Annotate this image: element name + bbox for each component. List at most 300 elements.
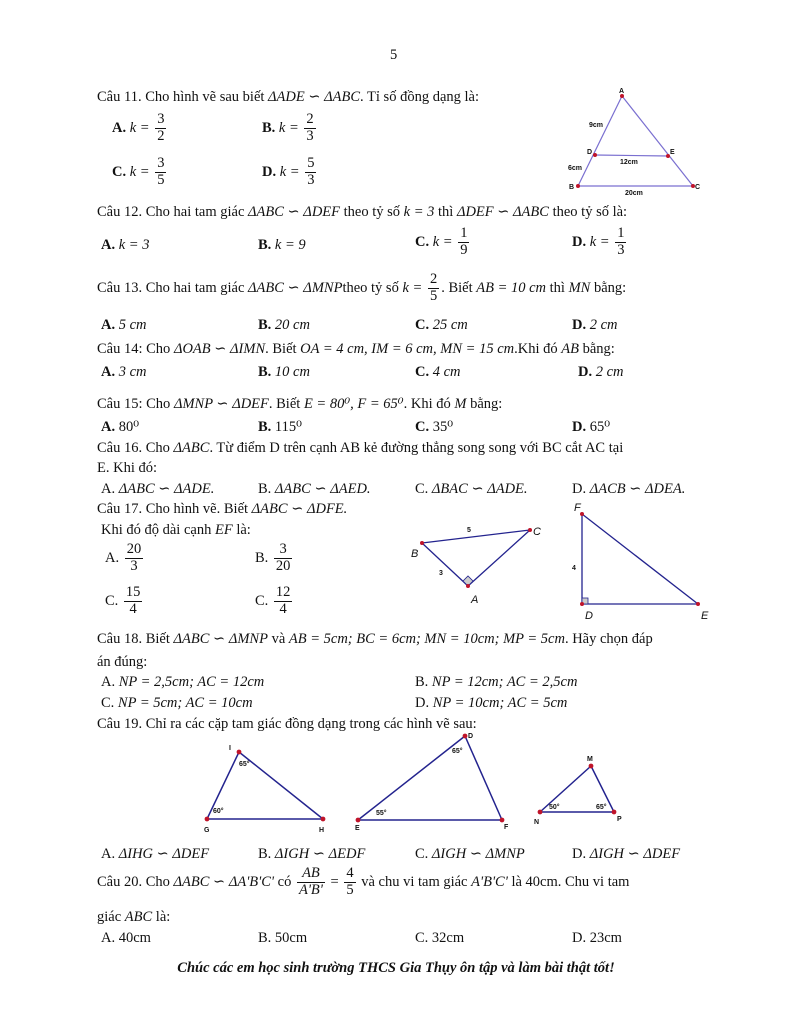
q15-option-a[interactable] [101, 419, 139, 436]
q11-option-a[interactable] [112, 112, 168, 145]
q11-option-c[interactable] [112, 156, 168, 189]
option-value: 50cm [274, 930, 308, 946]
q11-stem [97, 89, 479, 106]
q16-option-b[interactable] [258, 481, 371, 498]
q18-math2: AB = 5cm; BC = 6cm; MN = 10cm; MP = 5cm [288, 631, 565, 647]
q13-option-b[interactable] [258, 317, 310, 334]
option-letter: C. [415, 846, 429, 862]
option-value: ΔIHG ∽ ΔDEF [118, 846, 210, 862]
option-value: ΔIGH ∽ ΔDEF [589, 846, 681, 862]
numerator: 20 [126, 541, 142, 557]
option-value: k = 9 [274, 237, 306, 253]
option-value: 20 cm [274, 317, 310, 333]
denominator: 20 [275, 557, 291, 574]
q17-text1: Cho hình vẽ. Biết [145, 501, 249, 517]
q16-option-d[interactable] [572, 481, 685, 498]
point-n [538, 810, 543, 815]
option-lhs: k = [278, 119, 299, 136]
q13-math3: MN [568, 279, 591, 296]
option-letter: B. [258, 481, 272, 497]
q15-math1: ΔMNP ∽ ΔDEF [173, 396, 269, 412]
option-letter: A. [101, 364, 116, 380]
option-lhs: k = [279, 163, 300, 180]
q17-figure-dfe [565, 500, 715, 625]
q18-option-c[interactable] [101, 695, 253, 712]
point-d [593, 153, 597, 157]
q12-label: Câu 12. [97, 204, 143, 220]
option-letter: A. [101, 846, 116, 862]
label-db: 6cm [568, 165, 583, 172]
q20-math1: ΔABC ∽ ΔA'B'C' [173, 873, 275, 890]
numerator: 3 [157, 155, 165, 171]
option-value: 4 cm [432, 364, 461, 380]
label-m: M [587, 756, 593, 763]
denominator: 5 [157, 171, 165, 188]
option-letter: C. [415, 317, 430, 333]
segment-fe [582, 514, 698, 604]
q18-text2: và [271, 631, 286, 647]
q14-math2: OA = 4 cm, IM = 6 cm, MN = 15 cm [300, 341, 515, 357]
numerator: 3 [157, 111, 165, 127]
option-value: NP = 5cm; AC = 10cm [117, 695, 253, 711]
segment-ba [422, 543, 468, 586]
q12-option-d[interactable] [572, 226, 628, 259]
option-value: 35⁰ [432, 419, 454, 435]
q19-option-a[interactable] [101, 846, 209, 863]
q13-stem [97, 272, 626, 305]
option-value: NP = 12cm; AC = 2,5cm [431, 674, 578, 690]
option-letter: C. [255, 592, 269, 609]
q14-text3: .Khi đó [514, 341, 558, 357]
label-h: H [319, 827, 325, 834]
denominator: 2 [157, 127, 165, 144]
q18-option-b[interactable] [415, 674, 577, 691]
numerator: 2 [429, 271, 438, 287]
q13-text3: . Biết [441, 279, 473, 296]
q20-option-d[interactable] [572, 930, 622, 947]
label-c: C [533, 526, 541, 538]
option-letter: A. [112, 119, 127, 136]
segment-bc [422, 530, 530, 543]
q20-label: Câu 20. [97, 873, 143, 890]
q14-option-a[interactable] [101, 364, 147, 381]
q17-option-d[interactable] [255, 585, 294, 618]
option-letter: D. [572, 481, 587, 497]
q15-option-c[interactable] [415, 419, 453, 436]
q15-text3: . Khi đó [403, 396, 451, 412]
option-letter: D. [572, 846, 587, 862]
q11-tail: . Tỉ số đồng dạng là: [360, 89, 479, 105]
q20-eq: = [330, 873, 339, 890]
q20-option-a[interactable] [101, 930, 151, 947]
fraction [305, 156, 316, 189]
segment-ac [622, 96, 693, 186]
q18-line2: án đúng: [97, 654, 148, 670]
point-m [589, 764, 594, 769]
q20-text4: là 40cm. Chu vi tam [511, 873, 630, 890]
q20-math3: ABC [124, 909, 153, 925]
fraction [428, 272, 439, 305]
numerator: 3 [274, 542, 293, 559]
q15-text4: bằng: [470, 396, 503, 412]
label-g: G [204, 827, 210, 834]
option-value: 32cm [431, 930, 465, 946]
option-value: ΔIGH ∽ ΔEDF [274, 846, 366, 862]
denominator: A'B' [298, 881, 323, 898]
q12-text1: Cho hai tam giác [145, 204, 245, 220]
q16-text1: Cho [145, 440, 170, 456]
numerator: 2 [306, 111, 314, 127]
q16-math1: ΔABC [173, 440, 210, 456]
numerator: 1 [460, 225, 468, 241]
option-letter: B. [258, 317, 272, 333]
option-value: 65⁰ [589, 419, 611, 435]
point-g [205, 817, 210, 822]
segment-de [358, 736, 465, 820]
q19-label: Câu 19. [97, 716, 143, 732]
q18-text1: Biết [145, 631, 170, 647]
point-a [466, 584, 470, 588]
q14-text4: bằng: [582, 341, 615, 357]
label-bc: 5 [467, 527, 471, 534]
numerator: 1 [617, 225, 625, 241]
angle-n: 50° [549, 804, 560, 811]
q17-figure-abc [405, 520, 545, 620]
label-c: C [695, 184, 701, 191]
option-letter: C. [101, 695, 115, 711]
q17-option-b[interactable] [255, 542, 294, 575]
option-lhs: k = [129, 163, 150, 180]
option-letter: D. [262, 163, 277, 180]
option-value: 23cm [589, 930, 622, 946]
q20-line2a: giác [97, 909, 122, 925]
option-value: 2 cm [589, 317, 618, 333]
fraction [155, 112, 166, 145]
label-e: E [701, 610, 709, 622]
q12-math3: ΔDEF ∽ ΔABC [456, 204, 549, 220]
option-letter: C. [415, 364, 430, 380]
q19-triangle-def [348, 731, 528, 831]
denominator: 5 [429, 287, 438, 304]
q12-text4: theo tỷ số là: [552, 204, 628, 220]
q20-option-c[interactable] [415, 930, 464, 947]
q19-option-d[interactable] [572, 846, 680, 863]
q20-text1: Cho [145, 873, 170, 890]
fraction [615, 226, 626, 259]
fraction [458, 226, 469, 259]
point-c [528, 528, 532, 532]
angle-g: 60° [213, 808, 224, 815]
option-value: ΔIGH ∽ ΔMNP [431, 846, 525, 862]
denominator: 5 [346, 881, 354, 898]
option-value: 10 cm [274, 364, 310, 380]
q18-text3: . Hãy chọn đáp [564, 631, 653, 647]
label-f: F [574, 502, 581, 514]
option-letter: B. [258, 364, 272, 380]
option-letter: C. [112, 163, 127, 180]
option-letter: B. [262, 119, 276, 136]
fraction [124, 585, 143, 618]
q11-label: Câu 11. [97, 89, 142, 105]
q20-line2b: là: [155, 909, 171, 925]
label-p: P [617, 816, 622, 823]
denominator: 3 [306, 127, 314, 144]
option-letter: C. [415, 930, 429, 946]
q15-math3: M [454, 396, 467, 412]
option-lhs: k = [432, 233, 453, 250]
q11-figure [565, 88, 705, 198]
q18-label: Câu 18. [97, 631, 143, 647]
label-ab: 3 [439, 570, 443, 577]
q12-option-a[interactable] [101, 237, 149, 254]
option-letter: A. [101, 317, 116, 333]
option-letter: D. [572, 317, 587, 333]
q19-option-c[interactable] [415, 846, 525, 863]
label-a: A [471, 594, 479, 606]
q17-option-a[interactable] [105, 542, 145, 575]
label-de: 12cm [620, 159, 638, 166]
segment-ih [239, 752, 323, 819]
point-e [356, 818, 361, 823]
label-d: D [468, 733, 474, 740]
point-e [696, 602, 700, 606]
fraction [274, 542, 293, 575]
numerator: AB [297, 866, 325, 883]
option-letter: C. [415, 419, 430, 435]
label-b: B [411, 548, 419, 560]
label-e: E [355, 825, 360, 832]
q14-stem [97, 341, 615, 358]
label-i: I [229, 745, 231, 752]
label-n: N [534, 819, 540, 826]
q17-math2: EF [214, 522, 233, 538]
option-value: ΔBAC ∽ ΔADE. [431, 481, 528, 497]
option-letter: A. [101, 674, 116, 690]
numerator: 4 [346, 865, 354, 881]
q13-option-c[interactable] [415, 317, 468, 334]
option-lhs: k = [589, 233, 610, 250]
option-letter: C. [415, 481, 429, 497]
label-d: D [587, 149, 593, 156]
option-letter: C. [105, 592, 119, 609]
q16-line2: E. Khi đó: [97, 460, 158, 476]
label-ad: 9cm [589, 122, 604, 129]
option-letter: A. [101, 419, 116, 435]
angle-e: 55° [376, 810, 387, 817]
q17-option-c[interactable] [105, 585, 144, 618]
q13-label: Câu 13. [97, 279, 143, 296]
q17-label: Câu 17. [97, 501, 143, 517]
fraction [155, 156, 166, 189]
q15-math2: E = 80⁰, F = 65⁰ [303, 396, 404, 412]
option-letter: B. [255, 549, 269, 566]
numerator: 15 [125, 584, 141, 600]
q11-math: ΔADE ∽ ΔABC [268, 89, 361, 105]
segment-ac [468, 530, 530, 586]
q15-stem [97, 396, 502, 413]
q18-option-a[interactable] [101, 674, 264, 691]
option-letter: B. [258, 237, 272, 253]
q15-text2: . Biết [268, 396, 301, 412]
footer-message: Chúc các em học sinh trường THCS Gia Thụy ôn tập và làm bài thật tốt! [177, 960, 615, 976]
q14-text1: Cho [146, 341, 171, 357]
option-letter: D. [572, 930, 587, 946]
q13-lhs: k = [402, 279, 423, 296]
q13-option-a[interactable] [101, 317, 147, 334]
label-f: F [504, 824, 509, 831]
label-e: E [670, 149, 675, 156]
option-letter: B. [258, 846, 272, 862]
fraction [344, 866, 355, 899]
q14-math3: AB [561, 341, 579, 357]
q20-text3: và chu vi tam giác [361, 873, 468, 890]
q20-text2: có [277, 873, 292, 890]
q12-math1: ΔABC ∽ ΔDEF [248, 204, 341, 220]
q20-option-b[interactable] [258, 930, 307, 947]
option-letter: A. [101, 481, 116, 497]
q15-label: Câu 15: [97, 396, 143, 412]
q12-math2: k = 3 [403, 204, 435, 220]
q17-math1: ΔABC ∽ ΔDFE. [251, 501, 348, 517]
angle-i: 65° [239, 761, 250, 768]
point-p [612, 810, 617, 815]
q14-option-d[interactable] [578, 364, 624, 381]
q14-option-c[interactable] [415, 364, 461, 381]
option-value: 80⁰ [118, 419, 140, 435]
q17-line2b: là: [236, 522, 251, 538]
segment-df [465, 736, 502, 820]
q19-text: Chỉ ra các cặp tam giác đồng dạng trong các hình vẽ sau: [145, 716, 477, 732]
q11-text: Cho hình vẽ sau biết [145, 89, 265, 105]
point-b [576, 184, 580, 188]
q12-option-b[interactable] [258, 237, 306, 254]
option-value: 115⁰ [274, 419, 302, 435]
q16-text2: . Từ điểm D trên cạnh AB kẻ đường thẳng song song với BC cắt AC tại [209, 440, 624, 456]
option-letter: D. [415, 695, 430, 711]
point-i [237, 750, 242, 755]
page-number: 5 [390, 47, 398, 63]
option-value: NP = 10cm; AC = 5cm [432, 695, 568, 711]
q18-stem [97, 631, 653, 648]
segment-mn [540, 766, 591, 812]
q17-line2a: Khi đó độ dài cạnh [101, 522, 212, 538]
option-letter: B. [258, 930, 272, 946]
q16-option-a[interactable] [101, 481, 214, 498]
q15-option-d[interactable] [572, 419, 610, 436]
q15-text1: Cho [146, 396, 171, 412]
fraction [125, 542, 144, 575]
point-d [580, 602, 584, 606]
option-value: ΔABC ∽ ΔADE. [118, 481, 215, 497]
fraction [297, 866, 325, 899]
option-letter: D. [572, 233, 587, 250]
q20-math2: A'B'C' [471, 873, 508, 890]
q17-stem [97, 501, 347, 518]
point-b [420, 541, 424, 545]
option-letter: D. [578, 364, 593, 380]
option-value: 5 cm [118, 317, 147, 333]
q12-text2: theo tỷ số [343, 204, 401, 220]
q13-math2: AB = 10 cm [476, 279, 547, 296]
point-h [321, 817, 326, 822]
q14-text2: . Biết [265, 341, 297, 357]
q16-option-c[interactable] [415, 481, 528, 498]
option-value: NP = 2,5cm; AC = 12cm [118, 674, 265, 690]
label-df: 4 [572, 565, 576, 572]
q17-line2 [101, 522, 251, 539]
option-value: ΔABC ∽ ΔAED. [274, 481, 371, 497]
option-value: 3 cm [118, 364, 147, 380]
label-b: B [569, 184, 575, 191]
numerator: 12 [275, 584, 291, 600]
point-f [500, 818, 505, 823]
fraction [304, 112, 315, 145]
label-bc: 20cm [625, 190, 643, 197]
q16-stem [97, 440, 623, 457]
q13-text1: Cho hai tam giác [145, 279, 245, 296]
q13-math1: ΔABC ∽ ΔMNP [248, 279, 343, 296]
q18-option-d[interactable] [415, 695, 567, 712]
q13-option-d[interactable] [572, 317, 618, 334]
q15-option-b[interactable] [258, 419, 302, 436]
option-lhs: k = [129, 119, 150, 136]
q14-option-b[interactable] [258, 364, 310, 381]
q19-triangle-mnp [530, 752, 640, 837]
q14-label: Câu 14: [97, 341, 143, 357]
q12-option-c[interactable] [415, 226, 471, 259]
q16-label: Câu 16. [97, 440, 143, 456]
q20-stem [97, 866, 629, 899]
numerator: 5 [307, 155, 315, 171]
option-value: 2 cm [595, 364, 624, 380]
option-letter: B. [258, 419, 272, 435]
denominator: 4 [129, 600, 137, 617]
q19-option-b[interactable] [258, 846, 365, 863]
option-letter: B. [415, 674, 429, 690]
q20-line2 [97, 909, 170, 926]
option-value: k = 3 [118, 237, 150, 253]
option-value: 40cm [118, 930, 151, 946]
q11-option-b[interactable] [262, 112, 318, 145]
option-value: ΔACB ∽ ΔDEA. [589, 481, 686, 497]
segment-de [595, 155, 668, 156]
denominator: 3 [130, 557, 138, 574]
q18-math1: ΔABC ∽ ΔMNP [173, 631, 268, 647]
denominator: 4 [279, 600, 287, 617]
q13-text4: thì [549, 279, 565, 296]
denominator: 3 [617, 241, 625, 258]
option-letter: A. [101, 237, 116, 253]
label-d: D [585, 610, 593, 622]
angle-p: 65° [596, 804, 607, 811]
label-a: A [619, 88, 625, 95]
q12-stem [97, 204, 627, 221]
option-letter: D. [572, 419, 587, 435]
q19-triangle-igh [195, 742, 335, 837]
option-letter: A. [101, 930, 116, 946]
point-d [463, 734, 468, 739]
q13-text2: theo tỷ số [342, 279, 399, 296]
option-value: 25 cm [432, 317, 468, 333]
q14-math1: ΔOAB ∽ ΔIMN [173, 341, 266, 357]
q12-text3: thì [438, 204, 454, 220]
q13-text5: bằng: [593, 279, 627, 296]
q11-option-d[interactable] [262, 156, 318, 189]
denominator: 9 [460, 241, 468, 258]
angle-d: 65° [452, 748, 463, 755]
option-letter: A. [105, 549, 120, 566]
fraction [274, 585, 293, 618]
